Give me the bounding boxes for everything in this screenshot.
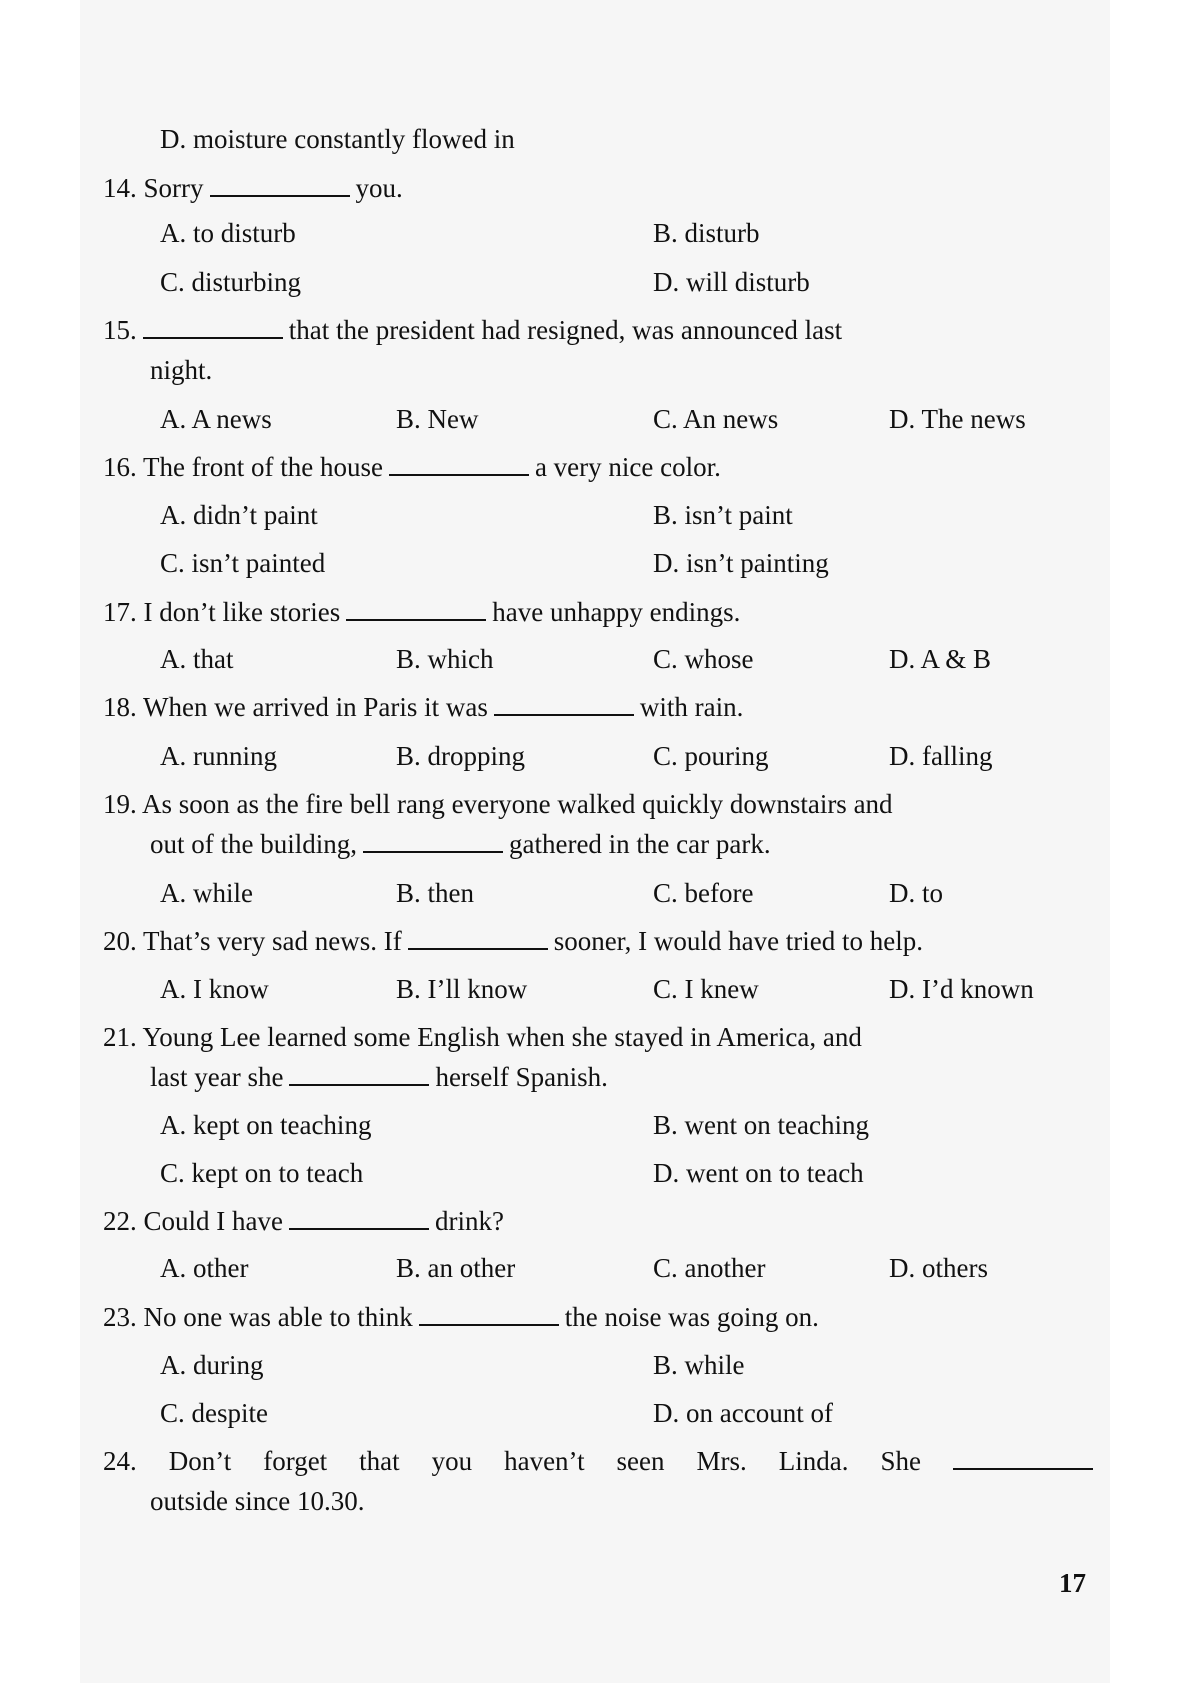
answer-blank (346, 619, 486, 621)
q24-word: haven’t (504, 1446, 585, 1476)
q14-option-b: B. disturb (653, 218, 760, 248)
answer-blank (419, 1324, 559, 1326)
question-20 (103, 925, 923, 957)
answer-blank (363, 851, 503, 853)
q15-option-a: A. A news (160, 404, 272, 434)
question-24-cont: outside since 10.30. (150, 1486, 365, 1516)
q18-option-b: B. dropping (396, 741, 526, 771)
q15-option-b: B. New (396, 404, 479, 434)
q21-option-d: D. went on to teach (653, 1158, 864, 1188)
q21-text-mid: last year she (150, 1062, 284, 1092)
q18-option-c: C. pouring (653, 741, 769, 771)
q14-option-a: A. to disturb (160, 218, 296, 248)
q16-option-b: B. isn’t paint (653, 500, 793, 530)
q17-option-b: B. which (396, 644, 494, 674)
q22-option-b: B. an other (396, 1253, 516, 1283)
q20-option-b: B. I’ll know (396, 974, 528, 1004)
page-number: 17 (1059, 1568, 1086, 1598)
question-22 (103, 1205, 504, 1237)
q15-text: that the president had resigned, was announced last (288, 315, 843, 345)
q24-word: seen (616, 1446, 665, 1476)
q22-option-a: A. other (160, 1253, 249, 1283)
question-18 (103, 691, 743, 723)
question-19: 19. As soon as the fire bell rang everyone walked quickly downstairs and (103, 789, 893, 819)
question-23 (103, 1301, 819, 1333)
question-17 (103, 596, 740, 628)
question-21: 21. Young Lee learned some English when she stayed in America, and (103, 1022, 862, 1052)
q20-text-start: 20. That’s very sad news. If (103, 926, 402, 956)
q19-option-d: D. to (889, 878, 943, 908)
q17-option-d: D. A & B (889, 644, 992, 674)
q17-option-a: A. that (160, 644, 234, 674)
q23-text-start: 23. No one was able to think (103, 1302, 413, 1332)
q16-option-c: C. isn’t painted (160, 548, 326, 578)
q14-option-d: D. will disturb (653, 267, 810, 297)
q15-number: 15. (103, 315, 137, 345)
q16-option-a: A. didn’t paint (160, 500, 318, 530)
q18-text-end: with rain. (639, 692, 744, 722)
answer-blank (408, 948, 548, 950)
answer-blank (210, 195, 350, 197)
q21-option-b: B. went on teaching (653, 1110, 869, 1140)
q17-option-c: C. whose (653, 644, 754, 674)
q20-text-end: sooner, I would have tried to help. (553, 926, 924, 956)
q20-option-c: C. I knew (653, 974, 759, 1004)
q19-text-end: gathered in the car park. (508, 829, 771, 859)
q19-option-a: A. while (160, 878, 253, 908)
q24-word: 24. (103, 1446, 137, 1476)
q23-option-a: A. during (160, 1350, 264, 1380)
q15-option-d: D. The news (889, 404, 1026, 434)
q24-word: She (880, 1446, 921, 1476)
q16-text-start: 16. The front of the house (103, 452, 383, 482)
question-21-cont (150, 1061, 608, 1093)
q19-option-b: B. then (396, 878, 474, 908)
q14-text-start: 14. Sorry (103, 173, 204, 203)
question-14 (103, 172, 403, 204)
answer-blank (289, 1228, 429, 1230)
q15-option-c: C. An news (653, 404, 779, 434)
q22-option-c: C. another (653, 1253, 766, 1283)
answer-blank (289, 1084, 429, 1086)
q19-option-c: C. before (653, 878, 754, 908)
question-15 (103, 314, 842, 346)
q13-option-d: D. moisture constantly flowed in (160, 124, 515, 154)
q24-word: Don’t (168, 1446, 232, 1476)
q18-option-a: A. running (160, 741, 277, 771)
q19-text-mid: out of the building, (150, 829, 357, 859)
q20-option-d: D. I’d known (889, 974, 1034, 1004)
q22-text-start: 22. Could I have (103, 1206, 283, 1236)
q23-option-b: B. while (653, 1350, 745, 1380)
q21-option-a: A. kept on teaching (160, 1110, 372, 1140)
q24-word: Linda. (778, 1446, 849, 1476)
answer-blank (494, 714, 634, 716)
question-24 (103, 1445, 1093, 1477)
q20-option-a: A. I know (160, 974, 269, 1004)
q16-text-end: a very nice color. (534, 452, 721, 482)
q24-word: that (359, 1446, 400, 1476)
q23-option-d: D. on account of (653, 1398, 833, 1428)
answer-blank (389, 474, 529, 476)
q17-text-end: have unhappy endings. (492, 597, 741, 627)
q23-option-c: C. despite (160, 1398, 268, 1428)
question-16 (103, 451, 721, 483)
q18-option-d: D. falling (889, 741, 993, 771)
question-19-cont (150, 828, 771, 860)
q24-word: forget (263, 1446, 328, 1476)
answer-blank (953, 1468, 1093, 1470)
q21-text-end: herself Spanish. (435, 1062, 608, 1092)
q24-word: Mrs. (696, 1446, 747, 1476)
answer-blank (143, 337, 283, 339)
q14-text-end: you. (355, 173, 403, 203)
q16-option-d: D. isn’t painting (653, 548, 829, 578)
q15-text-cont: night. (150, 355, 213, 385)
q14-option-c: C. disturbing (160, 267, 302, 297)
q23-text-end: the noise was going on. (564, 1302, 819, 1332)
q17-text-start: 17. I don’t like stories (103, 597, 341, 627)
q18-text-start: 18. When we arrived in Paris it was (103, 692, 488, 722)
q24-word: you (431, 1446, 473, 1476)
q21-option-c: C. kept on to teach (160, 1158, 364, 1188)
q22-text-end: drink? (434, 1206, 504, 1236)
q22-option-d: D. others (889, 1253, 988, 1283)
